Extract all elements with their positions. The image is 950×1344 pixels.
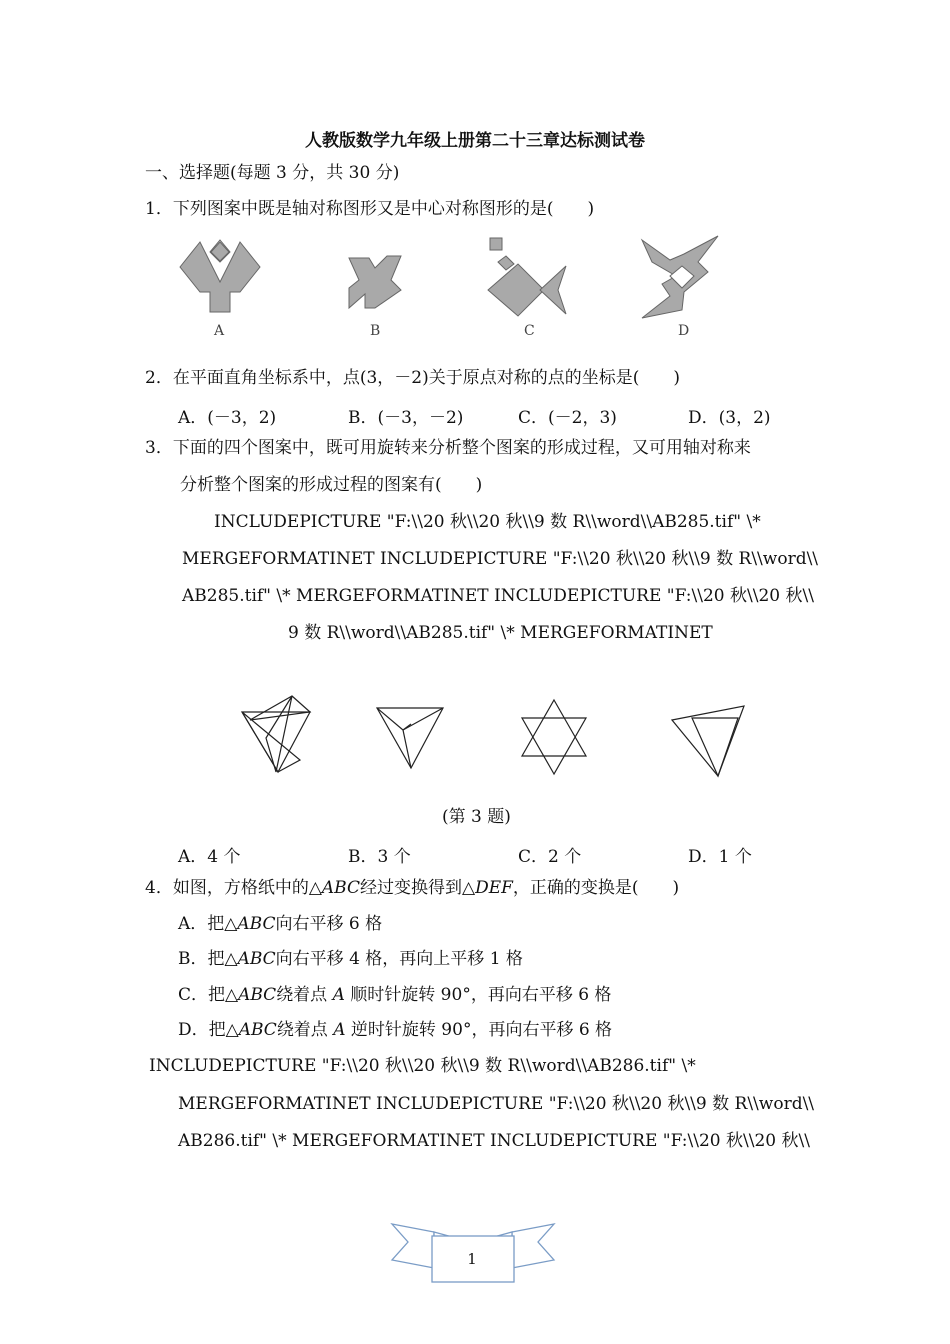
q3-figure-2 — [377, 708, 443, 768]
q3-option-c: C．2 个 — [518, 847, 582, 867]
q2-option-b: B．(－3，－2) — [348, 408, 464, 428]
page-title: 人教版数学九年级上册第二十三章达标测试卷 — [305, 131, 645, 151]
q4-option-a: A．把△ABC向右平移 6 格 — [178, 914, 383, 934]
q3-option-b: B．3 个 — [348, 847, 411, 867]
q4-field-line3: AB286.tif" \* MERGEFORMATINET INCLUDEPICTURE "F:\\20 秋\\20 秋\\ — [178, 1131, 810, 1151]
q2-option-c: C．(－2，3) — [518, 408, 617, 428]
section-heading: 一、选择题(每题 3 分，共 30 分) — [145, 163, 400, 183]
q4-stem: 4．如图，方格纸中的△ABC经过变换得到△DEF，正确的变换是( ) — [145, 878, 680, 898]
q2-stem: 2．在平面直角坐标系中，点(3，－2)关于原点对称的点的坐标是( ) — [145, 368, 680, 388]
q3-field-line1: INCLUDEPICTURE "F:\\20 秋\\20 秋\\9 数 R\\word\\AB285.tif" \* — [214, 512, 761, 532]
q4-option-c: C．把△ABC绕着点 A 顺时针旋转 90°，再向右平移 6 格 — [178, 985, 612, 1005]
q1-figure-d — [642, 236, 718, 318]
q3-option-a: A．4 个 — [178, 847, 241, 867]
q1-figure-b — [349, 256, 401, 308]
page-number: 1 — [467, 1250, 477, 1268]
q1-label-d: D — [678, 323, 690, 339]
q3-figures — [230, 690, 760, 780]
q1-stem: 1．下列图案中既是轴对称图形又是中心对称图形的是( ) — [145, 199, 595, 219]
q1-label-b: B — [370, 323, 381, 339]
q3-field-line2: MERGEFORMATINET INCLUDEPICTURE "F:\\20 秋\\20 秋\\9 数 R\\word\\ — [182, 549, 819, 569]
q3-figure-4 — [672, 706, 744, 776]
q1-label-c: C — [524, 323, 535, 339]
q3-option-d: D．1 个 — [688, 847, 752, 867]
q3-caption: (第 3 题) — [442, 807, 511, 827]
q3-figure-1 — [242, 696, 310, 772]
q4-option-d: D．把△ABC绕着点 A 逆时针旋转 90°，再向右平移 6 格 — [178, 1020, 613, 1040]
q4-option-b: B．把△ABC向右平移 4 格，再向上平移 1 格 — [178, 949, 523, 969]
q3-stem-line1: 3．下面的四个图案中，既可用旋转来分析整个图案的形成过程，又可用轴对称来 — [145, 438, 751, 458]
q3-figure-3 — [522, 700, 586, 774]
q3-field-line3: AB285.tif" \* MERGEFORMATINET INCLUDEPICTURE "F:\\20 秋\\20 秋\\ — [182, 586, 814, 606]
q1-figure-c — [488, 238, 566, 316]
q3-field-line4: 9 数 R\\word\\AB285.tif" \* MERGEFORMATINET — [288, 623, 713, 643]
q1-label-a: A — [214, 323, 225, 339]
q3-stem-line2: 分析整个图案的形成过程的图案有( ) — [180, 475, 483, 495]
q1-figure-a — [180, 240, 260, 312]
q4-field-line2: MERGEFORMATINET INCLUDEPICTURE "F:\\20 秋\\20 秋\\9 数 R\\word\\ — [178, 1094, 815, 1114]
q2-option-a: A．(－3，2) — [178, 408, 277, 428]
q1-figures — [170, 232, 750, 322]
q2-option-d: D．(3，2) — [688, 408, 771, 428]
q4-field-line1: INCLUDEPICTURE "F:\\20 秋\\20 秋\\9 数 R\\word\\AB286.tif" \* — [149, 1056, 696, 1076]
